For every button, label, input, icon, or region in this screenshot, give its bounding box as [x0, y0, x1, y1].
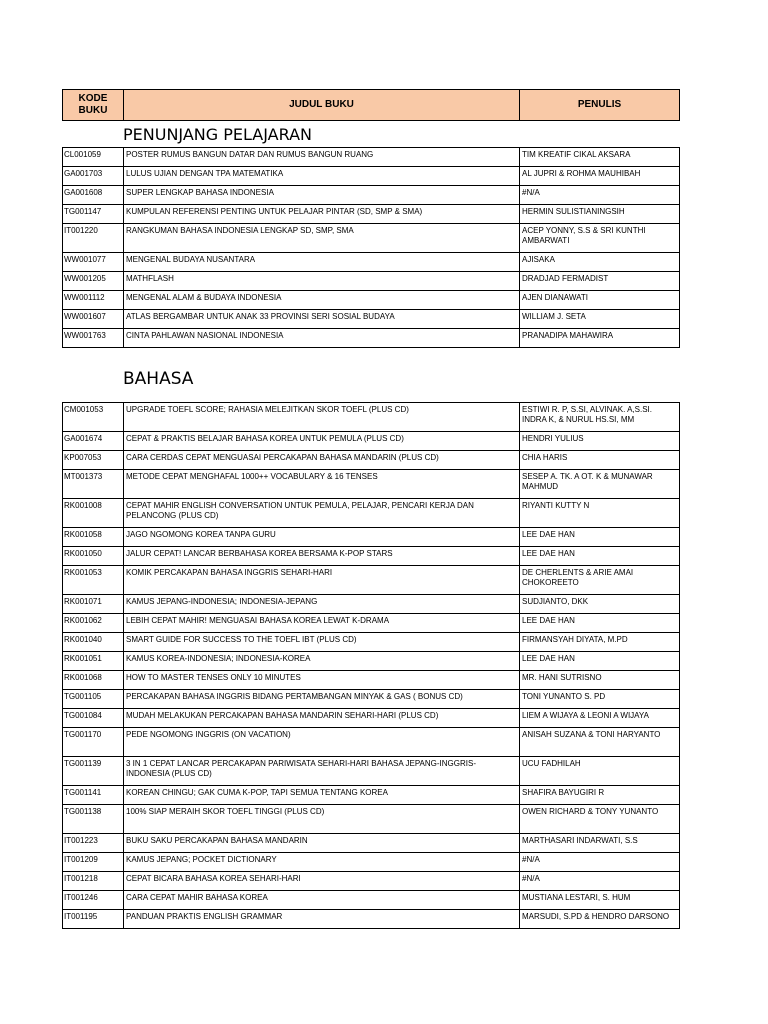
- table-row: [63, 566, 680, 595]
- book-title-cell: CEPAT & PRAKTIS BELAJAR BAHASA KOREA UNTUK PEMULA (PLUS CD): [124, 432, 520, 451]
- section-title-bahasa: BAHASA: [123, 369, 194, 389]
- book-code-cell: RK001071: [63, 595, 124, 614]
- book-title-cell: KUMPULAN REFERENSI PENTING UNTUK PELAJAR PINTAR (SD, SMP & SMA): [124, 205, 520, 224]
- book-author-cell: LEE DAE HAN: [520, 614, 680, 633]
- book-author-cell: ACEP YONNY, S.S & SRI KUNTHI AMBARWATI: [520, 224, 680, 253]
- book-author-cell: UCU FADHILAH: [520, 757, 680, 786]
- book-title-cell: MENGENAL BUDAYA NUSANTARA: [124, 253, 520, 272]
- book-title-cell: ATLAS BERGAMBAR UNTUK ANAK 33 PROVINSI SERI SOSIAL BUDAYA: [124, 310, 520, 329]
- book-author-cell: LIEM A WIJAYA & LEONI A WIJAYA: [520, 709, 680, 728]
- book-title-cell: CARA CERDAS CEPAT MENGUASAI PERCAKAPAN BAHASA MANDARIN (PLUS CD): [124, 451, 520, 470]
- book-title-cell: KOMIK PERCAKAPAN BAHASA INGGRIS SEHARI-HARI: [124, 566, 520, 595]
- book-author-cell: DE CHERLENTS & ARIE AMAI CHOKOREETO: [520, 566, 680, 595]
- book-code-cell: KP007053: [63, 451, 124, 470]
- book-author-cell: TONI YUNANTO S. PD: [520, 690, 680, 709]
- table-row: [63, 834, 680, 853]
- section-table-penunjang: [62, 147, 680, 348]
- book-author-cell: FIRMANSYAH DIYATA, M.PD: [520, 633, 680, 652]
- table-row: [63, 595, 680, 614]
- book-title-cell: MUDAH MELAKUKAN PERCAKAPAN BAHASA MANDARIN SEHARI-HARI (PLUS CD): [124, 709, 520, 728]
- book-title-cell: JAGO NGOMONG KOREA TANPA GURU: [124, 528, 520, 547]
- book-title-cell: KAMUS JEPANG-INDONESIA; INDONESIA-JEPANG: [124, 595, 520, 614]
- book-code-cell: CM001053: [63, 403, 124, 432]
- book-author-cell: #N/A: [520, 853, 680, 872]
- book-title-cell: LULUS UJIAN DENGAN TPA MATEMATIKA: [124, 167, 520, 186]
- table-row: [63, 291, 680, 310]
- book-code-cell: GA001703: [63, 167, 124, 186]
- header-table: [62, 89, 680, 121]
- book-title-cell: UPGRADE TOEFL SCORE; RAHASIA MELEJITKAN SKOR TOEFL (PLUS CD): [124, 403, 520, 432]
- book-code-cell: RK001053: [63, 566, 124, 595]
- book-author-cell: #N/A: [520, 872, 680, 891]
- book-author-cell: WILLIAM J. SETA: [520, 310, 680, 329]
- book-author-cell: OWEN RICHARD & TONY YUNANTO: [520, 805, 680, 834]
- table-row: [63, 432, 680, 451]
- book-title-cell: 100% SIAP MERAIH SKOR TOEFL TINGGI (PLUS CD): [124, 805, 520, 834]
- book-code-cell: IT001195: [63, 910, 124, 929]
- book-author-cell: SUDJIANTO, DKK: [520, 595, 680, 614]
- book-list-sheet: [62, 89, 679, 929]
- book-code-cell: RK001040: [63, 633, 124, 652]
- table-row: [63, 470, 680, 499]
- section-title-penunjang: PENUNJANG PELAJARAN: [123, 125, 312, 144]
- book-author-cell: HENDRI YULIUS: [520, 432, 680, 451]
- table-row: [63, 499, 680, 528]
- book-code-cell: RK001051: [63, 652, 124, 671]
- table-row: [63, 728, 680, 757]
- book-code-cell: RK001062: [63, 614, 124, 633]
- book-title-cell: METODE CEPAT MENGHAFAL 1000++ VOCABULARY & 16 TENSES: [124, 470, 520, 499]
- book-code-cell: WW001112: [63, 291, 124, 310]
- book-author-cell: AJEN DIANAWATI: [520, 291, 680, 310]
- book-code-cell: RK001008: [63, 499, 124, 528]
- book-code-cell: WW001607: [63, 310, 124, 329]
- section-table-bahasa: [62, 402, 680, 929]
- book-author-cell: DRADJAD FERMADIST: [520, 272, 680, 291]
- table-row: [63, 690, 680, 709]
- book-author-cell: HERMIN SULISTIANINGSIH: [520, 205, 680, 224]
- book-code-cell: TG001147: [63, 205, 124, 224]
- book-author-cell: PRANADIPA MAHAWIRA: [520, 329, 680, 348]
- table-row: [63, 528, 680, 547]
- table-row: [63, 614, 680, 633]
- book-title-cell: CEPAT MAHIR ENGLISH CONVERSATION UNTUK PEMULA, PELAJAR, PENCARI KERJA DAN PELANCONG (PLUS CD): [124, 499, 520, 528]
- book-author-cell: LEE DAE HAN: [520, 528, 680, 547]
- book-code-cell: IT001209: [63, 853, 124, 872]
- book-code-cell: IT001223: [63, 834, 124, 853]
- table-row: [63, 253, 680, 272]
- table-row: [63, 891, 680, 910]
- table-row: [63, 224, 680, 253]
- book-code-cell: GA001674: [63, 432, 124, 451]
- header-author: PENULIS: [520, 90, 680, 121]
- book-code-cell: TG001141: [63, 786, 124, 805]
- book-author-cell: AJISAKA: [520, 253, 680, 272]
- book-title-cell: PANDUAN PRAKTIS ENGLISH GRAMMAR: [124, 910, 520, 929]
- table-row: [63, 451, 680, 470]
- book-title-cell: SMART GUIDE FOR SUCCESS TO THE TOEFL IBT (PLUS CD): [124, 633, 520, 652]
- book-author-cell: TIM KREATIF CIKAL AKSARA: [520, 148, 680, 167]
- table-row: [63, 329, 680, 348]
- header-code: KODE BUKU: [63, 90, 124, 121]
- table-row: [63, 786, 680, 805]
- table-row: [63, 757, 680, 786]
- book-title-cell: KOREAN CHINGU; GAK CUMA K-POP, TAPI SEMUA TENTANG KOREA: [124, 786, 520, 805]
- book-code-cell: RK001068: [63, 671, 124, 690]
- book-code-cell: TG001105: [63, 690, 124, 709]
- table-row: [63, 547, 680, 566]
- table-row: [63, 805, 680, 834]
- book-title-cell: KAMUS JEPANG; POCKET DICTIONARY: [124, 853, 520, 872]
- book-author-cell: LEE DAE HAN: [520, 547, 680, 566]
- book-code-cell: TG001170: [63, 728, 124, 757]
- table-row: [63, 853, 680, 872]
- book-author-cell: RIYANTI KUTTY N: [520, 499, 680, 528]
- book-title-cell: CEPAT BICARA BAHASA KOREA SEHARI-HARI: [124, 872, 520, 891]
- book-title-cell: 3 IN 1 CEPAT LANCAR PERCAKAPAN PARIWISATA SEHARI-HARI BAHASA JEPANG-INGGRIS-INDONESIA (PLUS CD): [124, 757, 520, 786]
- table-row: [63, 633, 680, 652]
- book-title-cell: PERCAKAPAN BAHASA INGGRIS BIDANG PERTAMBANGAN MINYAK & GAS ( BONUS CD): [124, 690, 520, 709]
- book-author-cell: MARSUDI, S.PD & HENDRO DARSONO: [520, 910, 680, 929]
- book-author-cell: #N/A: [520, 186, 680, 205]
- table-row: [63, 310, 680, 329]
- table-row: [63, 148, 680, 167]
- book-author-cell: MR. HANI SUTRISNO: [520, 671, 680, 690]
- book-title-cell: RANGKUMAN BAHASA INDONESIA LENGKAP SD, SMP, SMA: [124, 224, 520, 253]
- book-title-cell: POSTER RUMUS BANGUN DATAR DAN RUMUS BANGUN RUANG: [124, 148, 520, 167]
- book-code-cell: TG001139: [63, 757, 124, 786]
- book-author-cell: CHIA HARIS: [520, 451, 680, 470]
- book-author-cell: ESTIWI R. P, S.SI, ALVINAK. A,S.SI. INDRA K, & NURUL HS.SI, MM: [520, 403, 680, 432]
- header-row: [63, 90, 680, 121]
- table-row: [63, 403, 680, 432]
- book-code-cell: IT001220: [63, 224, 124, 253]
- table-row: [63, 709, 680, 728]
- table-row: [63, 205, 680, 224]
- header-title: JUDUL BUKU: [124, 90, 520, 121]
- table-row: [63, 167, 680, 186]
- book-code-cell: IT001218: [63, 872, 124, 891]
- book-title-cell: MENGENAL ALAM & BUDAYA INDONESIA: [124, 291, 520, 310]
- book-title-cell: BUKU SAKU PERCAKAPAN BAHASA MANDARIN: [124, 834, 520, 853]
- book-title-cell: KAMUS KOREA-INDONESIA; INDONESIA-KOREA: [124, 652, 520, 671]
- book-code-cell: WW001077: [63, 253, 124, 272]
- book-author-cell: SESEP A. TK. A OT. K & MUNAWAR MAHMUD: [520, 470, 680, 499]
- book-code-cell: RK001058: [63, 528, 124, 547]
- book-code-cell: WW001205: [63, 272, 124, 291]
- table-row: [63, 872, 680, 891]
- book-author-cell: AL JUPRI & ROHMA MAUHIBAH: [520, 167, 680, 186]
- book-author-cell: SHAFIRA BAYUGIRI R: [520, 786, 680, 805]
- book-code-cell: RK001050: [63, 547, 124, 566]
- book-code-cell: TG001084: [63, 709, 124, 728]
- book-title-cell: MATHFLASH: [124, 272, 520, 291]
- book-title-cell: LEBIH CEPAT MAHIR! MENGUASAI BAHASA KOREA LEWAT K-DRAMA: [124, 614, 520, 633]
- book-title-cell: CARA CEPAT MAHIR BAHASA KOREA: [124, 891, 520, 910]
- book-code-cell: MT001373: [63, 470, 124, 499]
- book-title-cell: SUPER LENGKAP BAHASA INDONESIA: [124, 186, 520, 205]
- table-row: [63, 652, 680, 671]
- book-code-cell: TG001138: [63, 805, 124, 834]
- book-author-cell: MUSTIANA LESTARI, S. HUM: [520, 891, 680, 910]
- book-code-cell: WW001763: [63, 329, 124, 348]
- table-row: [63, 910, 680, 929]
- table-row: [63, 272, 680, 291]
- table-row: [63, 671, 680, 690]
- book-code-cell: IT001246: [63, 891, 124, 910]
- book-code-cell: GA001608: [63, 186, 124, 205]
- book-title-cell: PEDE NGOMONG INGGRIS (ON VACATION): [124, 728, 520, 757]
- book-title-cell: JALUR CEPAT! LANCAR BERBAHASA KOREA BERSAMA K-POP STARS: [124, 547, 520, 566]
- book-author-cell: LEE DAE HAN: [520, 652, 680, 671]
- book-title-cell: HOW TO MASTER TENSES ONLY 10 MINUTES: [124, 671, 520, 690]
- book-code-cell: CL001059: [63, 148, 124, 167]
- table-row: [63, 186, 680, 205]
- book-author-cell: MARTHASARI INDARWATI, S.S: [520, 834, 680, 853]
- book-author-cell: ANISAH SUZANA & TONI HARYANTO: [520, 728, 680, 757]
- book-title-cell: CINTA PAHLAWAN NASIONAL INDONESIA: [124, 329, 520, 348]
